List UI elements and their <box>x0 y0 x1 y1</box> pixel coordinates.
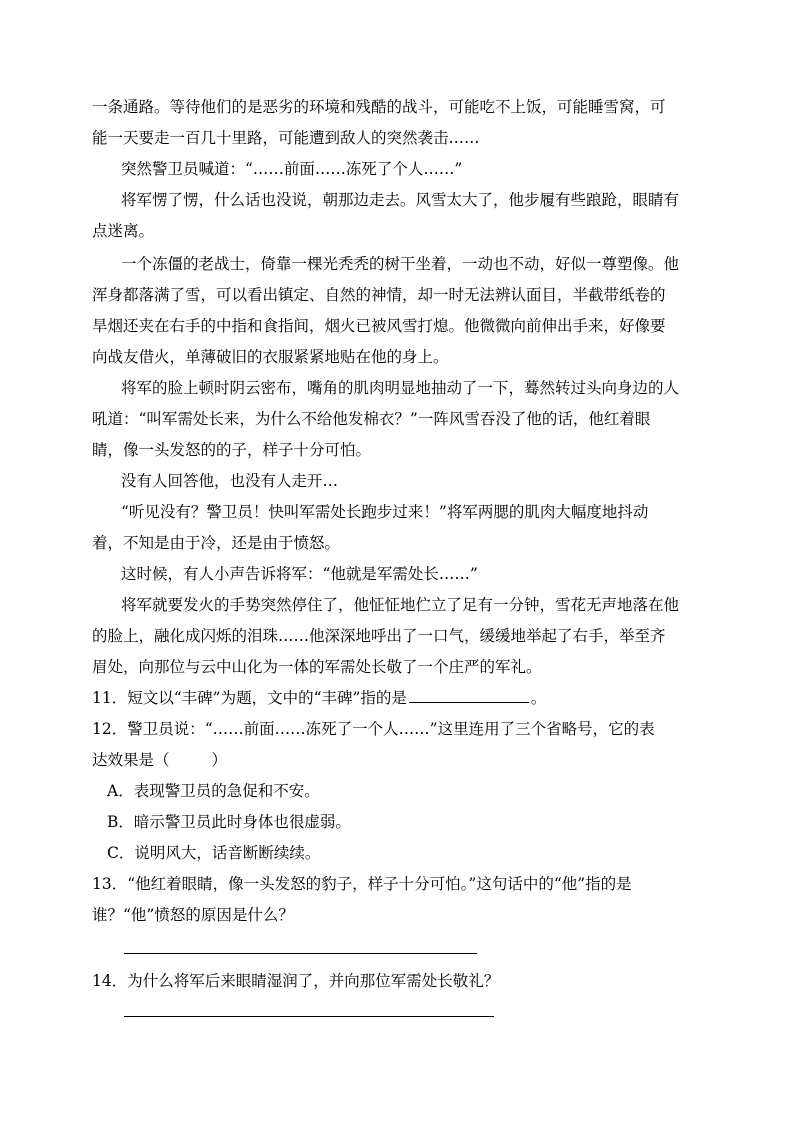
question-12-line-2 <box>92 749 227 771</box>
passage-line: 旱烟还夹在右手的中指和食指间，烟火已被风雪打熄。他微微向前伸出手来，好像要 <box>92 317 666 335</box>
passage-line: 将军就要发火的手势突然停住了，他怔怔地伫立了足有一分钟，雪花无声地落在他 <box>121 596 680 614</box>
passage-line: 向战友借火，单薄破旧的衣服紧紧地贴在他的身上。 <box>92 348 449 366</box>
option-a[interactable]: A．表现警卫员的急促和不安。 <box>107 782 320 800</box>
option-b[interactable]: B．暗示警卫员此时身体也很虚弱。 <box>107 813 351 831</box>
option-c[interactable]: C．说明风大，话音断断续续。 <box>107 844 321 862</box>
passage-line: 一个冻僵的老战士，倚靠一棵光秃秃的树干坐着，一动也不动，好似一尊塑像。他 <box>121 255 680 273</box>
answer-blank-11[interactable] <box>409 688 529 703</box>
answer-line-13[interactable] <box>124 953 477 954</box>
passage-line: 这时候，有人小声告诉将军：“他就是军需处长……” <box>121 565 478 583</box>
passage-line: 突然警卫员喊道：“……前面……冻死了个人……” <box>121 160 463 178</box>
question-13-line-2: 谁？“他”愤怒的原因是什么？ <box>92 906 294 924</box>
passage-line: 着，不知是由于冷，还是由于愤怒。 <box>92 534 341 552</box>
passage-line: “听见没有？警卫员！快叫军需处长跑步过来！”将军两腮的肌肉大幅度地抖动 <box>121 503 649 521</box>
passage-line: 将军的脸上顿时阴云密布，嘴角的肌肉明显地抽动了一下，蓦然转过头向身边的人 <box>121 379 680 397</box>
question-12-stem: 达效果是（ <box>92 751 170 769</box>
passage-line: 将军愣了愣，什么话也没说，朝那边走去。风雪太大了，他步履有些踉跄，眼睛有 <box>121 191 680 209</box>
passage-line: 一条通路。等待他们的是恶劣的环境和残酷的战斗，可能吃不上饭，可能睡雪窝，可 <box>92 98 666 116</box>
passage-line: 浑身都落满了雪，可以看出镇定、自然的神情，却一时无法辨认面目，半截带纸卷的 <box>92 286 666 304</box>
question-11-text: 11．短文以“丰碑”为题，文中的“丰碑”指的是 <box>92 689 407 707</box>
question-12-line-1: 12．警卫员说：“……前面……冻死了一个人……”这里连用了三个省略号，它的表 <box>92 720 655 738</box>
passage-line: 的脸上，融化成闪烁的泪珠……他深深地呼出了一口气，缓缓地举起了右手，举至齐 <box>92 627 666 645</box>
passage-line: 吼道：“叫军需处长来，为什么不给他发棉衣？”一阵风雪吞没了他的话，他红着眼 <box>92 410 651 428</box>
passage-line: 睛，像一头发怒的的子，样子十分可怕。 <box>92 441 372 459</box>
passage-line: 没有人回答他，也没有人走开… <box>121 472 339 490</box>
answer-line-14[interactable] <box>124 1016 494 1017</box>
passage-line: 点迷离。 <box>92 222 155 240</box>
question-13-line-1: 13．“他红着眼睛，像一头发怒的豹子，样子十分可怕。”这句话中的“他”指的是 <box>92 875 632 893</box>
question-12-close-paren: ） <box>211 751 228 769</box>
passage-line: 能一天要走一百几十里路，可能遭到敌人的突然袭击…… <box>92 129 480 147</box>
question-14: 14．为什么将军后来眼睛湿润了，并向那位军需处长敬礼？ <box>92 972 500 990</box>
question-11 <box>92 687 546 709</box>
passage-line: 眉处，向那位与云中山化为一体的军需处长敬了一个庄严的军礼。 <box>92 658 542 676</box>
question-11-end: 。 <box>530 689 547 707</box>
